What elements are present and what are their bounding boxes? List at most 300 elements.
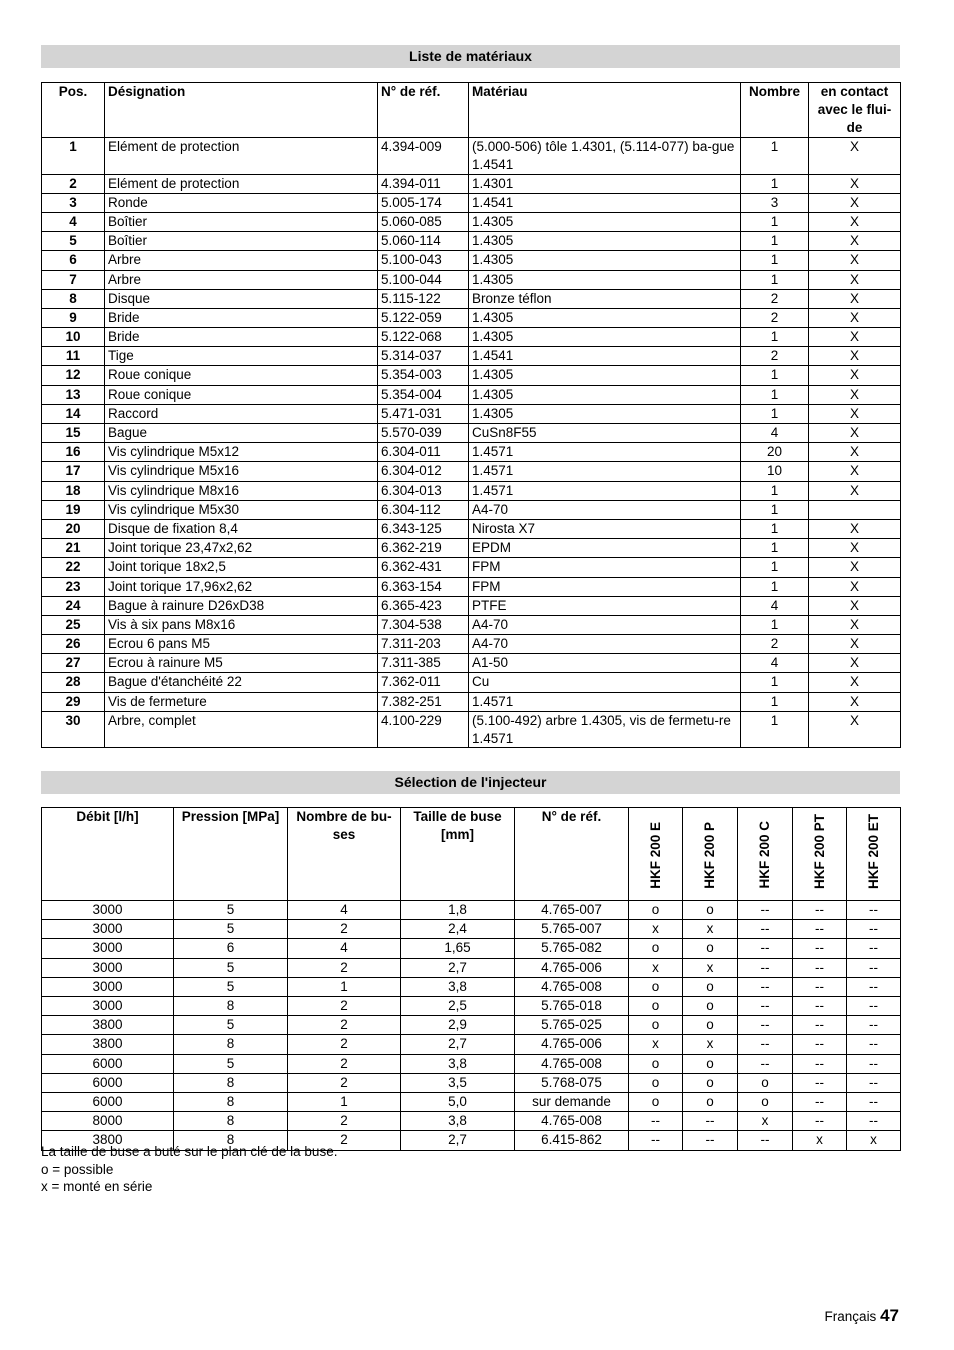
table-row	[42, 308, 901, 327]
cell-ref: 4.765-008	[515, 977, 629, 996]
cell-designation: Joint torique 17,96x2,62	[105, 577, 378, 596]
cell-nozzles: 4	[288, 901, 401, 920]
table-row	[42, 404, 901, 423]
cell-designation: Vis cylindrique M5x12	[105, 443, 378, 462]
cell-pos: 9	[42, 308, 105, 327]
cell-contact: X	[809, 174, 901, 193]
cell-count: 1	[741, 481, 809, 500]
cell-material: 1.4305	[469, 328, 741, 347]
cell-model-pt: --	[793, 1054, 847, 1073]
cell-model-p: --	[683, 1112, 738, 1131]
cell-material: 1.4571	[469, 481, 741, 500]
cell-ref: 5.122-068	[378, 328, 469, 347]
cell-designation: Ecrou à rainure M5	[105, 654, 378, 673]
cell-model-c: --	[738, 1131, 793, 1150]
table-row	[42, 462, 901, 481]
cell-model-c: --	[738, 939, 793, 958]
header-pressure: Pression [MPa]	[174, 808, 288, 901]
cell-contact: X	[809, 443, 901, 462]
note-series: x = monté en série	[41, 1179, 153, 1194]
cell-ref: 4.765-007	[515, 901, 629, 920]
cell-count: 1	[741, 711, 809, 748]
note-nozzle-size: La taille de buse a buté sur le plan clé de la buse.	[41, 1144, 338, 1159]
cell-count: 1	[741, 270, 809, 289]
cell-pos: 18	[42, 481, 105, 500]
table-row	[42, 347, 901, 366]
cell-nozzles: 2	[288, 1112, 401, 1131]
cell-model-c: --	[738, 958, 793, 977]
cell-model-e: --	[629, 1112, 683, 1131]
cell-model-c: o	[738, 1073, 793, 1092]
header-pos: Pos.	[42, 83, 105, 138]
cell-ref: 5.060-114	[378, 232, 469, 251]
table-row	[42, 328, 901, 347]
cell-flow: 3000	[42, 997, 174, 1016]
cell-pos: 17	[42, 462, 105, 481]
cell-pressure: 5	[174, 1016, 288, 1035]
table-row	[42, 673, 901, 692]
cell-count: 1	[741, 673, 809, 692]
table-row	[42, 596, 901, 615]
table-row	[42, 270, 901, 289]
table-row	[42, 997, 901, 1016]
cell-material: FPM	[469, 577, 741, 596]
cell-designation: Elément de protection	[105, 174, 378, 193]
cell-count: 1	[741, 500, 809, 519]
cell-model-p: --	[683, 1131, 738, 1150]
table-row	[42, 958, 901, 977]
cell-nozzles: 1	[288, 977, 401, 996]
cell-material: 1.4301	[469, 174, 741, 193]
cell-model-pt: --	[793, 1112, 847, 1131]
header-size: Taille de buse [mm]	[401, 808, 515, 901]
table-row	[42, 692, 901, 711]
cell-material: 1.4305	[469, 270, 741, 289]
table-row	[42, 901, 901, 920]
cell-model-c: --	[738, 977, 793, 996]
table-row	[42, 711, 901, 748]
cell-model-pt: --	[793, 958, 847, 977]
cell-pos: 11	[42, 347, 105, 366]
cell-nozzles: 2	[288, 997, 401, 1016]
table-row	[42, 366, 901, 385]
cell-pos: 3	[42, 193, 105, 212]
cell-ref: 5.354-004	[378, 385, 469, 404]
cell-nozzles: 2	[288, 1054, 401, 1073]
cell-size: 3,8	[401, 977, 515, 996]
table-row	[42, 977, 901, 996]
cell-designation: Raccord	[105, 404, 378, 423]
cell-model-pt: --	[793, 977, 847, 996]
cell-ref: 5.122-059	[378, 308, 469, 327]
cell-nozzles: 2	[288, 1035, 401, 1054]
cell-model-et: --	[847, 1016, 901, 1035]
cell-material: A4-70	[469, 500, 741, 519]
cell-material: A1-50	[469, 654, 741, 673]
cell-count: 1	[741, 577, 809, 596]
cell-designation: Roue conique	[105, 366, 378, 385]
cell-ref: 5.100-043	[378, 251, 469, 270]
cell-designation: Roue conique	[105, 385, 378, 404]
cell-ref: 4.765-006	[515, 1035, 629, 1054]
cell-size: 2,9	[401, 1016, 515, 1035]
cell-ref: 7.304-538	[378, 615, 469, 634]
table-row	[42, 519, 901, 538]
cell-material: EPDM	[469, 539, 741, 558]
cell-size: 2,5	[401, 997, 515, 1016]
cell-nozzles: 2	[288, 1073, 401, 1092]
cell-pressure: 5	[174, 958, 288, 977]
cell-model-et: --	[847, 920, 901, 939]
cell-ref: 4.765-008	[515, 1112, 629, 1131]
cell-contact: X	[809, 193, 901, 212]
cell-model-et: --	[847, 1035, 901, 1054]
cell-pressure: 5	[174, 1054, 288, 1073]
cell-designation: Bague à rainure D26xD38	[105, 596, 378, 615]
cell-designation: Joint torique 18x2,5	[105, 558, 378, 577]
cell-pos: 24	[42, 596, 105, 615]
header-material: Matériau	[469, 83, 741, 138]
materials-table	[41, 82, 901, 748]
table-row	[42, 539, 901, 558]
cell-model-c: --	[738, 1054, 793, 1073]
table-row	[42, 939, 901, 958]
cell-ref: 4.100-229	[378, 711, 469, 748]
cell-model-c: --	[738, 1016, 793, 1035]
cell-pos: 25	[42, 615, 105, 634]
cell-designation: Bague d'étanchéité 22	[105, 673, 378, 692]
cell-material: A4-70	[469, 615, 741, 634]
cell-flow: 3800	[42, 1035, 174, 1054]
cell-model-e: o	[629, 1054, 683, 1073]
cell-model-p: o	[683, 1073, 738, 1092]
cell-contact: X	[809, 270, 901, 289]
cell-count: 1	[741, 539, 809, 558]
table-row	[42, 193, 901, 212]
table-row	[42, 500, 901, 519]
cell-count: 1	[741, 138, 809, 175]
header-inj-ref: N° de réf.	[515, 808, 629, 901]
cell-model-p: x	[683, 920, 738, 939]
cell-pos: 19	[42, 500, 105, 519]
cell-material: 1.4571	[469, 692, 741, 711]
header-model-et: HKF 200 ET	[847, 808, 901, 901]
injector-table	[41, 807, 901, 1151]
cell-model-c: o	[738, 1093, 793, 1112]
cell-nozzles: 2	[288, 920, 401, 939]
table-row	[42, 1112, 901, 1131]
cell-pos: 20	[42, 519, 105, 538]
cell-count: 2	[741, 289, 809, 308]
cell-material: A4-70	[469, 635, 741, 654]
cell-contact: X	[809, 251, 901, 270]
cell-designation: Disque	[105, 289, 378, 308]
cell-ref: 7.382-251	[378, 692, 469, 711]
cell-contact: X	[809, 462, 901, 481]
cell-pos: 15	[42, 424, 105, 443]
table-row	[42, 654, 901, 673]
cell-designation: Elément de protection	[105, 138, 378, 175]
cell-material: 1.4541	[469, 347, 741, 366]
cell-ref: 6.304-012	[378, 462, 469, 481]
cell-ref: 6.415-862	[515, 1131, 629, 1150]
cell-material: 1.4541	[469, 193, 741, 212]
cell-designation: Arbre	[105, 270, 378, 289]
cell-pos: 22	[42, 558, 105, 577]
cell-ref: 4.765-008	[515, 1054, 629, 1073]
cell-count: 1	[741, 558, 809, 577]
cell-count: 20	[741, 443, 809, 462]
cell-count: 1	[741, 404, 809, 423]
cell-model-pt: --	[793, 901, 847, 920]
cell-model-e: o	[629, 1073, 683, 1092]
header-count: Nombre	[741, 83, 809, 138]
cell-nozzles: 4	[288, 939, 401, 958]
cell-pressure: 8	[174, 1073, 288, 1092]
cell-contact: X	[809, 385, 901, 404]
header-model-pt: HKF 200 PT	[793, 808, 847, 901]
cell-model-e: o	[629, 997, 683, 1016]
cell-designation: Ecrou 6 pans M5	[105, 635, 378, 654]
cell-pos: 5	[42, 232, 105, 251]
cell-count: 2	[741, 635, 809, 654]
cell-ref: 6.365-423	[378, 596, 469, 615]
footer-language: Français	[824, 1309, 877, 1324]
cell-material: FPM	[469, 558, 741, 577]
cell-material: (5.100-492) arbre 1.4305, vis de fermetu-re 1.4571	[469, 711, 741, 748]
cell-count: 1	[741, 692, 809, 711]
cell-model-p: o	[683, 1093, 738, 1112]
cell-ref: 4.394-011	[378, 174, 469, 193]
cell-ref: 5.765-007	[515, 920, 629, 939]
cell-pos: 8	[42, 289, 105, 308]
cell-material: 1.4305	[469, 385, 741, 404]
table-row	[42, 174, 901, 193]
cell-material: 1.4305	[469, 404, 741, 423]
cell-nozzles: 2	[288, 1131, 401, 1150]
cell-pos: 1	[42, 138, 105, 175]
cell-pos: 26	[42, 635, 105, 654]
cell-model-et: --	[847, 1093, 901, 1112]
cell-size: 2,7	[401, 1035, 515, 1054]
header-model-c: HKF 200 C	[738, 808, 793, 901]
cell-flow: 6000	[42, 1054, 174, 1073]
table-row	[42, 481, 901, 500]
cell-model-e: x	[629, 920, 683, 939]
cell-model-pt: --	[793, 1093, 847, 1112]
cell-designation: Bague	[105, 424, 378, 443]
cell-designation: Bride	[105, 308, 378, 327]
materials-section-title: Liste de matériaux	[41, 45, 900, 68]
cell-ref: sur demande	[515, 1093, 629, 1112]
header-nozzles: Nombre de bu-ses	[288, 808, 401, 901]
cell-contact: X	[809, 692, 901, 711]
cell-ref: 6.363-154	[378, 577, 469, 596]
cell-contact: X	[809, 539, 901, 558]
cell-contact: X	[809, 615, 901, 634]
cell-model-et: --	[847, 1054, 901, 1073]
injector-section-title: Sélection de l'injecteur	[41, 771, 900, 794]
cell-flow: 3000	[42, 958, 174, 977]
cell-flow: 3800	[42, 1016, 174, 1035]
cell-count: 1	[741, 385, 809, 404]
cell-model-pt: --	[793, 1035, 847, 1054]
cell-contact: X	[809, 289, 901, 308]
cell-pressure: 8	[174, 1131, 288, 1150]
cell-size: 2,7	[401, 958, 515, 977]
cell-model-p: o	[683, 939, 738, 958]
cell-nozzles: 2	[288, 958, 401, 977]
cell-model-p: o	[683, 901, 738, 920]
cell-contact: X	[809, 404, 901, 423]
note-possible: o = possible	[41, 1161, 114, 1177]
cell-count: 1	[741, 251, 809, 270]
cell-size: 3,5	[401, 1073, 515, 1092]
table-row	[42, 385, 901, 404]
cell-ref: 5.765-082	[515, 939, 629, 958]
cell-model-e: o	[629, 939, 683, 958]
cell-ref: 6.304-112	[378, 500, 469, 519]
cell-model-c: x	[738, 1112, 793, 1131]
cell-contact: X	[809, 673, 901, 692]
cell-size: 3,8	[401, 1054, 515, 1073]
cell-material: 1.4305	[469, 212, 741, 231]
cell-pos: 14	[42, 404, 105, 423]
table-row	[42, 1035, 901, 1054]
cell-count: 3	[741, 193, 809, 212]
cell-count: 10	[741, 462, 809, 481]
cell-ref: 5.115-122	[378, 289, 469, 308]
cell-contact: X	[809, 635, 901, 654]
cell-model-et: --	[847, 939, 901, 958]
cell-model-c: --	[738, 1035, 793, 1054]
cell-flow: 3000	[42, 901, 174, 920]
cell-designation: Vis cylindrique M5x30	[105, 500, 378, 519]
cell-ref: 6.343-125	[378, 519, 469, 538]
header-designation: Désignation	[105, 83, 378, 138]
cell-contact: X	[809, 577, 901, 596]
cell-pos: 16	[42, 443, 105, 462]
table-row	[42, 920, 901, 939]
cell-contact: X	[809, 347, 901, 366]
cell-designation: Boîtier	[105, 212, 378, 231]
cell-pressure: 8	[174, 1093, 288, 1112]
cell-ref: 7.311-203	[378, 635, 469, 654]
cell-nozzles: 2	[288, 1016, 401, 1035]
cell-model-e: o	[629, 1093, 683, 1112]
cell-contact: X	[809, 366, 901, 385]
cell-pressure: 8	[174, 1112, 288, 1131]
cell-material: Cu	[469, 673, 741, 692]
cell-model-et: --	[847, 901, 901, 920]
cell-ref: 4.394-009	[378, 138, 469, 175]
cell-count: 4	[741, 424, 809, 443]
page-number: 47	[880, 1306, 899, 1325]
cell-pos: 27	[42, 654, 105, 673]
header-ref: N° de réf.	[378, 83, 469, 138]
table-row	[42, 251, 901, 270]
cell-model-p: o	[683, 1054, 738, 1073]
cell-model-e: x	[629, 958, 683, 977]
cell-pos: 30	[42, 711, 105, 748]
page-footer	[825, 1306, 899, 1326]
table-row	[42, 558, 901, 577]
cell-model-p: o	[683, 997, 738, 1016]
cell-model-p: o	[683, 977, 738, 996]
cell-flow: 3000	[42, 939, 174, 958]
cell-material: PTFE	[469, 596, 741, 615]
cell-pos: 10	[42, 328, 105, 347]
cell-designation: Arbre, complet	[105, 711, 378, 748]
table-row	[42, 1073, 901, 1092]
cell-size: 1,65	[401, 939, 515, 958]
cell-pos: 21	[42, 539, 105, 558]
table-row	[42, 289, 901, 308]
notes	[41, 1143, 341, 1196]
cell-material: 1.4305	[469, 308, 741, 327]
cell-model-e: o	[629, 901, 683, 920]
header-model-p: HKF 200 P	[683, 808, 738, 901]
cell-size: 2,4	[401, 920, 515, 939]
cell-model-pt: --	[793, 939, 847, 958]
cell-contact: X	[809, 654, 901, 673]
cell-ref: 5.100-044	[378, 270, 469, 289]
cell-ref: 5.765-025	[515, 1016, 629, 1035]
cell-contact: X	[809, 424, 901, 443]
cell-ref: 5.005-174	[378, 193, 469, 212]
cell-designation: Arbre	[105, 251, 378, 270]
table-row	[42, 1054, 901, 1073]
header-flow: Débit [l/h]	[42, 808, 174, 901]
header-contact: en contact avec le flui-de	[809, 83, 901, 138]
cell-ref: 5.354-003	[378, 366, 469, 385]
cell-contact: X	[809, 519, 901, 538]
cell-ref: 5.570-039	[378, 424, 469, 443]
cell-pos: 12	[42, 366, 105, 385]
cell-model-pt: --	[793, 997, 847, 1016]
cell-size: 1,8	[401, 901, 515, 920]
cell-nozzles: 1	[288, 1093, 401, 1112]
cell-material: 1.4571	[469, 443, 741, 462]
cell-designation: Vis de fermeture	[105, 692, 378, 711]
cell-designation: Tige	[105, 347, 378, 366]
cell-count: 2	[741, 308, 809, 327]
cell-ref: 4.765-006	[515, 958, 629, 977]
cell-contact: X	[809, 328, 901, 347]
header-model-e: HKF 200 E	[629, 808, 683, 901]
cell-model-p: o	[683, 1016, 738, 1035]
cell-pressure: 5	[174, 901, 288, 920]
cell-designation: Disque de fixation 8,4	[105, 519, 378, 538]
cell-contact: X	[809, 481, 901, 500]
cell-flow: 3800	[42, 1131, 174, 1150]
cell-pressure: 8	[174, 997, 288, 1016]
cell-designation: Joint torique 23,47x2,62	[105, 539, 378, 558]
cell-ref: 7.311-385	[378, 654, 469, 673]
cell-pressure: 5	[174, 920, 288, 939]
cell-designation: Vis à six pans M8x16	[105, 615, 378, 634]
cell-pos: 13	[42, 385, 105, 404]
cell-pos: 29	[42, 692, 105, 711]
cell-pos: 2	[42, 174, 105, 193]
cell-contact: X	[809, 558, 901, 577]
cell-designation: Vis cylindrique M5x16	[105, 462, 378, 481]
cell-count: 1	[741, 174, 809, 193]
cell-model-e: --	[629, 1131, 683, 1150]
cell-material: 1.4571	[469, 462, 741, 481]
table-row	[42, 138, 901, 175]
cell-model-pt: --	[793, 1073, 847, 1092]
